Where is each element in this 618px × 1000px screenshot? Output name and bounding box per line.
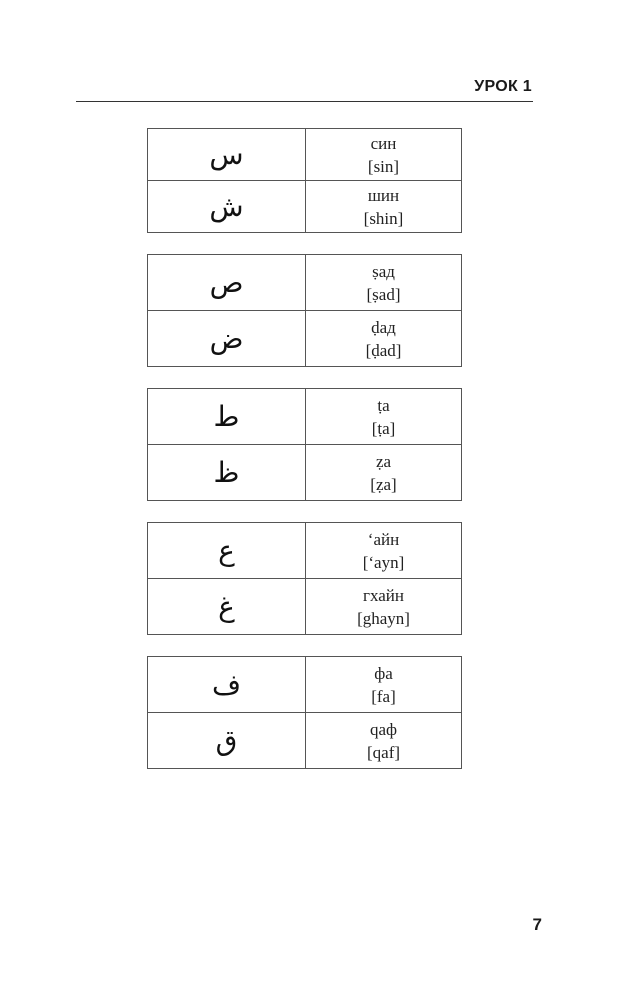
arabic-letter: ظ <box>213 455 240 489</box>
letter-table <box>147 656 462 769</box>
arabic-letter: غ <box>218 589 235 623</box>
arabic-letter: ع <box>218 533 235 567</box>
letter-table <box>147 128 462 233</box>
page-number: 7 <box>532 915 542 934</box>
letter-transliteration: [qaf] <box>366 742 401 762</box>
name-cell <box>306 311 462 367</box>
letter-transliteration: [‘ayn] <box>362 552 405 572</box>
letter-name: qаф <box>369 719 398 739</box>
letter-transliteration: [ẓa] <box>370 474 397 494</box>
name-cell <box>306 389 462 445</box>
letter-row <box>148 657 462 713</box>
glyph-cell <box>148 579 306 635</box>
arabic-letter: ق <box>215 723 238 757</box>
name-cell <box>306 445 462 501</box>
letter-name: син <box>370 133 397 153</box>
letter-row <box>148 255 462 311</box>
letter-row <box>148 713 462 769</box>
letter-transliteration: [fa] <box>371 686 396 706</box>
letter-transliteration: [ghayn] <box>357 608 410 628</box>
letter-name: фа <box>374 663 393 683</box>
glyph-cell <box>148 523 306 579</box>
glyph-cell <box>148 713 306 769</box>
letter-transliteration: [ṣad] <box>366 284 401 304</box>
name-cell <box>306 523 462 579</box>
name-cell <box>306 657 462 713</box>
arabic-letter: ش <box>209 189 244 223</box>
letter-transliteration: [sin] <box>367 156 400 176</box>
letter-transliteration: [ḍad] <box>365 340 402 360</box>
letter-table <box>147 522 462 635</box>
glyph-cell <box>148 129 306 181</box>
letter-row <box>148 445 462 501</box>
letter-row <box>148 311 462 367</box>
letter-row <box>148 181 462 233</box>
letter-name: гхайн <box>363 585 404 605</box>
name-cell <box>306 579 462 635</box>
letter-table <box>147 388 462 501</box>
letter-name: ‘айн <box>367 529 400 549</box>
glyph-cell <box>148 311 306 367</box>
letter-transliteration: [shin] <box>363 208 404 228</box>
lesson-header: УРОК 1 <box>474 78 532 95</box>
glyph-cell <box>148 181 306 233</box>
name-cell <box>306 181 462 233</box>
arabic-letter: ط <box>213 399 240 433</box>
letter-row <box>148 523 462 579</box>
letter-name: ḍад <box>371 317 396 337</box>
glyph-cell <box>148 445 306 501</box>
letter-name: ṣад <box>372 261 395 281</box>
letter-name: шин <box>367 185 400 205</box>
letter-table <box>147 254 462 367</box>
glyph-cell <box>148 657 306 713</box>
letter-name: ẓa <box>375 451 392 471</box>
letter-transliteration: [ṭa] <box>371 418 396 438</box>
arabic-letter: ص <box>209 265 244 299</box>
header-divider <box>76 101 533 102</box>
letter-row <box>148 389 462 445</box>
letter-row <box>148 579 462 635</box>
glyph-cell <box>148 255 306 311</box>
name-cell <box>306 713 462 769</box>
arabic-letter: ف <box>211 667 242 701</box>
name-cell <box>306 129 462 181</box>
letter-row <box>148 129 462 181</box>
arabic-letter: س <box>209 137 244 171</box>
glyph-cell <box>148 389 306 445</box>
letter-name: ṭa <box>377 395 390 415</box>
arabic-letter: ض <box>209 321 244 355</box>
name-cell <box>306 255 462 311</box>
